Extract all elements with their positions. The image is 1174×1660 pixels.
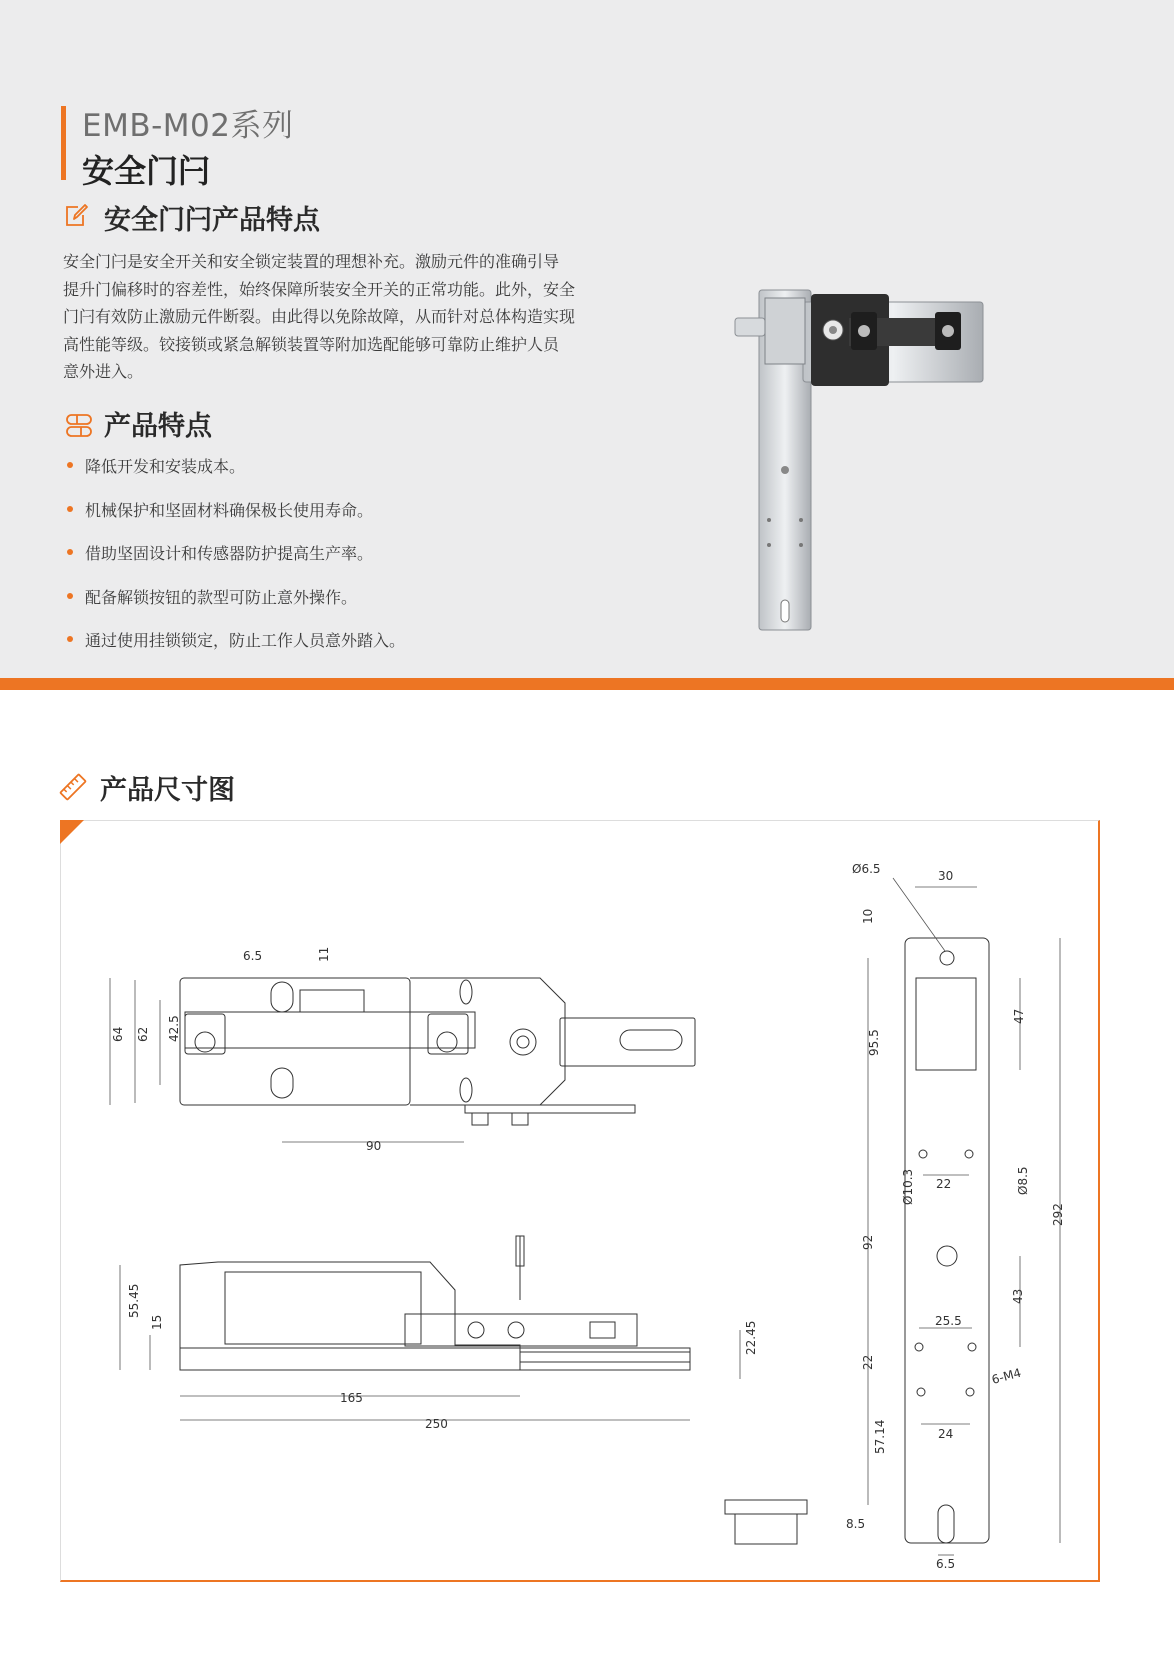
dim-label: 10 (861, 908, 875, 924)
dim-label: 25.5 (935, 1314, 962, 1328)
dim-label: Ø10.3 (901, 1168, 915, 1205)
dim-label: 22.45 (744, 1320, 758, 1355)
dim-label: 90 (366, 1139, 382, 1153)
dim-label: 8.5 (846, 1517, 866, 1531)
list-item-text: 降低开发和安装成本。 (85, 457, 246, 476)
dim-label: 11 (317, 946, 331, 962)
dim-label: 43 (1011, 1288, 1025, 1304)
product-features-heading: 产品特点 (104, 411, 212, 442)
list-item-text: 通过使用挂锁锁定，防止工作人员意外踏入。 (85, 631, 406, 650)
dim-label: 24 (938, 1427, 954, 1441)
dim-label: 165 (340, 1391, 363, 1405)
dim-label: 6.5 (243, 949, 263, 963)
dim-label: 42.5 (167, 1015, 181, 1042)
list-item-text: 配备解锁按钮的款型可防止意外操作。 (85, 587, 358, 607)
dim-label: 95.5 (867, 1029, 881, 1056)
dim-label: 6.5 (936, 1557, 956, 1571)
dimension-heading: 产品尺寸图 (100, 775, 235, 806)
list-item-text: 机械保护和坚固材料确保极长使用寿命。 (85, 500, 374, 520)
intro-line: 意外进入。 (63, 362, 144, 381)
dim-label: 62 (136, 1026, 150, 1042)
dim-label: 22 (861, 1354, 875, 1370)
features-heading: 安全门闩产品特点 (104, 205, 320, 236)
dim-label: 30 (938, 869, 954, 883)
dim-label: 6-M4 (990, 1365, 1023, 1387)
page-title: 安全门闩 (82, 152, 211, 190)
dim-label: Ø8.5 (1016, 1166, 1030, 1195)
dim-label: 292 (1051, 1203, 1065, 1226)
dim-label: 92 (861, 1234, 875, 1250)
list-item-text: 借助坚固设计和传感器防护提高生产率。 (85, 544, 374, 563)
dim-label: 64 (111, 1026, 125, 1042)
intro-line: 高性能等级。铰接锁或紧急解锁装置等附加选配能够可靠防止维护人员 (63, 334, 560, 354)
dim-label: 47 (1012, 1008, 1026, 1024)
dim-label: 57.14 (873, 1419, 887, 1454)
series-label: EMB-M02系列 (82, 108, 294, 144)
dim-label: 15 (150, 1314, 164, 1330)
dim-label: 55.45 (127, 1283, 141, 1318)
intro-line: 门闩有效防止激励元件断裂。由此得以免除故障，从而针对总体构造实现 (63, 307, 576, 326)
dim-label: Ø6.5 (852, 862, 881, 876)
intro-line: 提升门偏移时的容差性，始终保障所装安全开关的正常功能。此外，安全 (63, 279, 576, 299)
intro-line: 安全门闩是安全开关和安全锁定装置的理想补充。激励元件的准确引导 (63, 252, 560, 271)
dim-label: 22 (936, 1177, 952, 1191)
dim-label: 250 (425, 1417, 448, 1431)
